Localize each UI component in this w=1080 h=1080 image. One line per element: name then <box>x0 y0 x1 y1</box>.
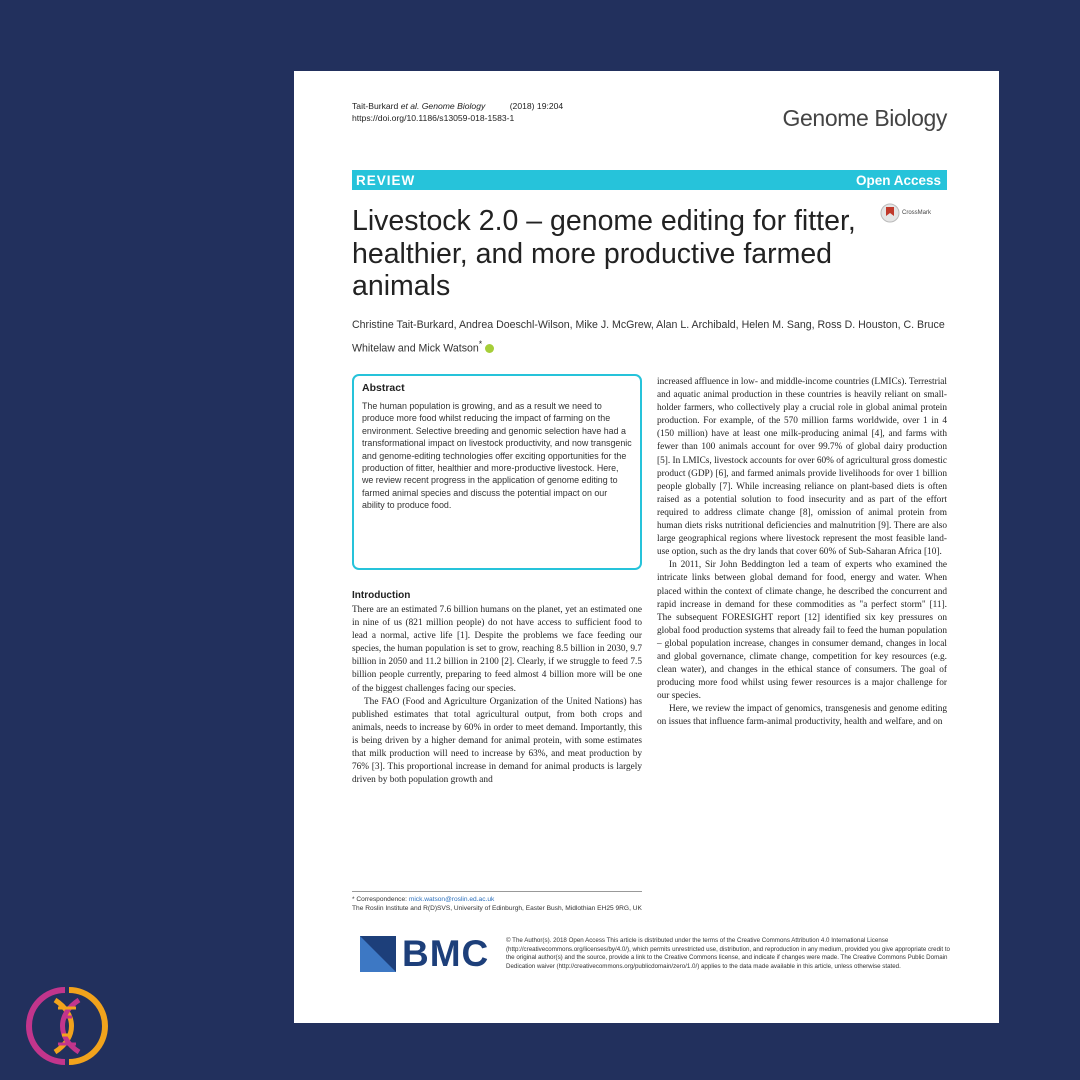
intro-paragraph-2: The FAO (Food and Agriculture Organization of the United Nations) has published estimates that total agricultural output, from both crops and animals, needs to increase by 60% in order to meet demand. Importantly, this is being driven by a higher demand for animal protein, with some estimates that milk production will need to increase by 63%, and meat production by 76% [3]. This proportional increase in demand for animal products is largely driven by both population growth and <box>352 696 642 786</box>
citation-authors: Tait-Burkard <box>352 101 399 111</box>
bmc-logo <box>360 933 489 975</box>
right-paragraph-3: Here, we review the impact of genomics, transgenesis and genome editing on issues that influence farm-animal productivity, health and welfare, and on <box>657 704 947 728</box>
open-access-label: Open Access <box>855 172 941 188</box>
right-paragraph-1: increased affluence in low- and middle-income countries (LMICs). Terrestrial and aquatic animal production in these countries is heavily reliant on small-holder farmers, who collectively play a crucial role in global animal protein production. For example, of the 570 million farms worldwide, over 1 in 4 (150 million) have at least one milk-producing animal [4], and farms with fewer than 100 animals account for over 99.7% of global dairy production [5]. In LMICs, livestock accounts for over 60% of agricultural gross domestic product (GDP) [6], and farmed animals provide livelihoods for over 1 billion people globally [7]. While increasing reliance on plant-based diets is often raised as a potential solution to food insecurity and as part of the effort required to address climate change [8], omission of animal protein from human diets risks nutritional deficiencies and malnutrition [9]. There are also large geographical regions where livestock represent the most feasible land-use option, such as the dry lands that cover 60% of Sub-Saharan Africa [10]. <box>657 377 947 558</box>
abstract-box <box>352 374 642 570</box>
article-type-label: REVIEW <box>356 172 416 188</box>
left-column <box>352 590 642 787</box>
correspondence-label: * Correspondence: <box>352 896 407 903</box>
abstract-text: The human population is growing, and as a result we need to produce more food whilst reducing the impact of farming on the environment. Selective breeding and genomic selection have had a transformational impact on livestock productivity, and now transgenic and genome-editing technologies offer exciting opportunities for the production of fitter, healthier and more-productive livestock. Here, we review recent progress in the application of genome editing to farmed animal species and discuss the potential impact on our ability to produce food. <box>362 401 632 511</box>
citation <box>352 100 563 124</box>
corresponding-mark: * <box>478 338 483 349</box>
paper-page <box>294 71 999 1023</box>
citation-et-al: et al. <box>400 101 420 111</box>
bmc-logo-icon <box>360 936 396 972</box>
bmc-wordmark: BMC <box>402 933 490 974</box>
author-list <box>352 316 952 358</box>
dna-helix-logo-icon <box>25 984 109 1068</box>
article-title: Livestock 2.0 – genome editing for fitter, healthier, and more productive farmed animals <box>352 205 856 302</box>
introduction-heading: Introduction <box>352 590 411 601</box>
correspondence-email[interactable]: mick.watson@roslin.ed.ac.uk <box>408 896 495 903</box>
abstract-heading: Abstract <box>362 382 405 394</box>
article-type-bar <box>352 170 947 190</box>
journal-brand: Genome Biology <box>782 105 947 131</box>
affiliation: The Roslin Institute and R(D)SVS, University of Edinburgh, Easter Bush, Midlothian EH25 9RG, UK <box>352 905 642 912</box>
authors-text: Christine Tait-Burkard, Andrea Doeschl-Wilson, Mike J. McGrew, Alan L. Archibald, Helen M. Sang, Ross D. Houston, C. Bruce Whitelaw and Mick Watson <box>352 319 945 355</box>
right-paragraph-2: In 2011, Sir John Beddington led a team of experts who examined the intricate links between global demand for food, energy and water. When placed within the context of climate change, he described the concurrent and rapid increase in demand for these commodities as "a perfect storm" [11]. The subsequent FORESIGHT report [12] identified six key pressures on global food production systems that already fail to feed the human population – global population increase, changes in consumer demand, changes in local and global governance, climate change, competition for key resources (e.g. clean water), and changes in the ethical stance of consumers. The goal of producing more food whilst using fewer resources is a major challenge for our species. <box>657 560 947 702</box>
license-text: © The Author(s). 2018 Open Access This article is distributed under the terms of the Creative Commons Attribution 4.0 International License (http://creativecommons.org/licenses/by/4.0/), which permits unrestricted use, distribution, and reproduction in any medium, provided you give appropriate credit to the original author(s) and the source, provide a link to the Creative Commons license, and indicate if changes were made. The Creative Commons Public Domain Dedication waiver (http://creativecommons.org/publicdomain/zero/1.0/) applies to the data made available in this article, unless otherwise stated. <box>506 937 950 971</box>
right-column <box>657 376 947 730</box>
correspondence-footnote <box>352 891 642 913</box>
orcid-icon[interactable] <box>485 344 494 353</box>
crossmark-badge[interactable] <box>880 203 931 223</box>
citation-doi-link[interactable]: https://doi.org/10.1186/s13059-018-1583-1 <box>352 113 515 123</box>
citation-journal: Genome Biology <box>421 101 486 111</box>
crossmark-icon <box>880 203 900 223</box>
citation-volume: (2018) 19:204 <box>509 101 564 111</box>
intro-paragraph-1: There are an estimated 7.6 billion humans on the planet, yet an estimated one in nine of us (821 million people) do not have access to sufficient food to lead a normal, active life [1]. Despite the problems we face feeding our species, the human population is set to grow, reaching 8.5 billion in 2030, 9.7 billion in 2050 and 11.2 billion in 2100 [2]. Clearly, if we struggle to feed 7.5 billion people currently, preparing to feed almost 4 billion more will be one of the biggest challenges facing our species. <box>352 605 642 694</box>
crossmark-label: CrossMark <box>902 210 932 216</box>
